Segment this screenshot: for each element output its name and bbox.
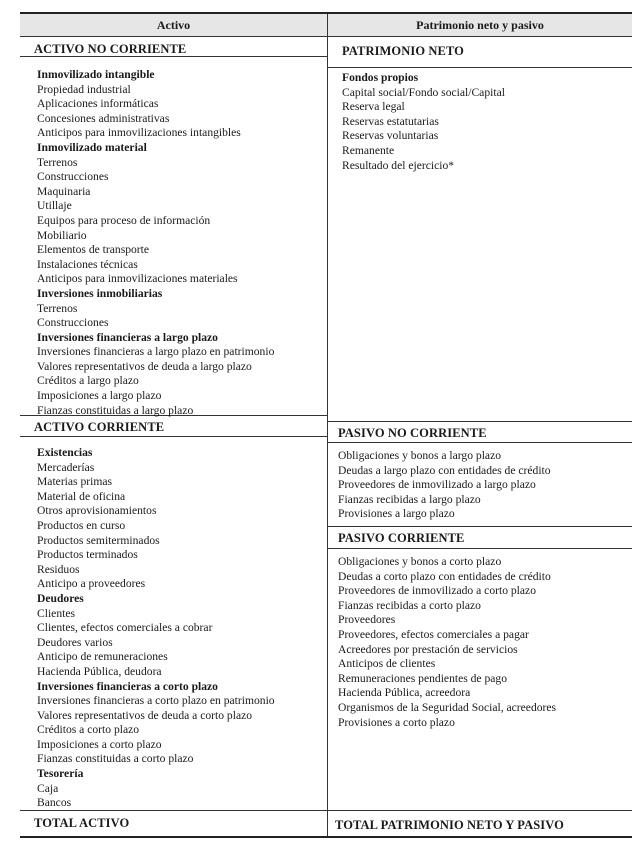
account-item: Anticipos para inmovilizaciones materiales: [37, 272, 238, 286]
account-item: Obligaciones y bonos a largo plazo: [338, 449, 502, 462]
account-item: Clientes, efectos comerciales a cobrar: [37, 621, 213, 635]
activo-corriente-list: [37, 446, 275, 811]
account-item: Construcciones: [37, 170, 109, 184]
account-item: Utillaje: [37, 199, 72, 213]
account-group-heading: Inversiones inmobiliarias: [37, 286, 163, 300]
account-item: Fianzas constituidas a largo plazo: [37, 403, 194, 417]
account-group-heading: Inmovilizado intangible: [37, 68, 155, 81]
account-item: Fianzas recibidas a largo plazo: [338, 492, 481, 506]
account-item: Anticipo de remuneraciones: [37, 650, 168, 664]
account-group-heading: Existencias: [37, 446, 93, 459]
pasivo-corriente-list: [338, 555, 556, 730]
rule-header: [20, 36, 632, 37]
account-item: Inversiones financieras a corto plazo en patrimonio: [37, 694, 275, 708]
account-group-heading: Fondos propios: [342, 71, 419, 84]
header-activo: [20, 14, 327, 36]
rule-left-ac: [20, 436, 327, 437]
account-item: Remanente: [342, 143, 395, 157]
account-item: Propiedad industrial: [37, 82, 131, 96]
account-item: Fianzas constituidas a corto plazo: [37, 752, 194, 766]
account-item: Obligaciones y bonos a corto plazo: [338, 555, 502, 568]
account-item: Deudas a largo plazo con entidades de crédito: [338, 463, 551, 477]
rule-right-pnc: [328, 442, 632, 443]
account-item: Proveedores: [338, 613, 396, 627]
account-item: Inversiones financieras a largo plazo en patrimonio: [37, 345, 275, 359]
section-patrimonio-neto: PATRIMONIO NETO: [342, 44, 464, 58]
account-item: Fianzas recibidas a corto plazo: [338, 598, 481, 612]
header-patrimonio-pasivo: [328, 14, 632, 36]
account-item: Provisiones a largo plazo: [338, 507, 455, 521]
account-item: Imposiciones a corto plazo: [37, 737, 162, 751]
activo-no-corriente-list: [37, 68, 274, 418]
account-item: Créditos a largo plazo: [37, 374, 139, 388]
account-item: Aplicaciones informáticas: [37, 97, 159, 111]
account-item: Proveedores de inmovilizado a largo plazo: [338, 478, 536, 492]
account-item: Concesiones administrativas: [37, 111, 170, 125]
section-activo-no-corriente: ACTIVO NO CORRIENTE: [34, 42, 187, 56]
account-item: Hacienda Pública, deudora: [37, 664, 162, 678]
rule-right-pc: [328, 548, 632, 549]
account-item: Resultado del ejercicio*: [342, 158, 455, 172]
account-item: Bancos: [37, 796, 72, 810]
account-item: Remuneraciones pendientes de pago: [338, 671, 508, 685]
account-item: Organismos de la Seguridad Social, acreedores: [338, 700, 557, 714]
account-item: Productos terminados: [37, 548, 138, 562]
account-item: Terrenos: [37, 301, 78, 315]
account-item: Deudores varios: [37, 635, 113, 649]
section-pasivo-no-corriente: PASIVO NO CORRIENTE: [338, 426, 487, 440]
account-item: Residuos: [37, 562, 80, 576]
account-item: Reservas voluntarias: [342, 129, 439, 143]
account-item: Deudas a corto plazo con entidades de crédito: [338, 569, 551, 583]
account-item: Hacienda Pública, acreedora: [338, 686, 471, 700]
rule-right-pnc-top: [328, 421, 632, 422]
account-item: Reservas estatutarias: [342, 114, 439, 128]
account-group-heading: Tesorería: [37, 767, 84, 781]
account-item: Anticipo a proveedores: [37, 577, 146, 591]
account-item: Clientes: [37, 606, 75, 620]
header-activo-label: Activo: [156, 17, 191, 32]
account-item: Otros aprovisionamientos: [37, 504, 157, 518]
total-activo: TOTAL ACTIVO: [34, 816, 130, 830]
patrimonio-neto-list: [342, 71, 505, 173]
account-group-heading: Inversiones financieras a corto plazo: [37, 679, 218, 693]
account-item: Productos semiterminados: [37, 533, 160, 547]
header-patrimonio-pasivo-label: Patrimonio neto y pasivo: [416, 17, 544, 32]
account-item: Terrenos: [37, 155, 78, 169]
pasivo-no-corriente-list: [338, 449, 551, 522]
account-item: Instalaciones técnicas: [37, 257, 138, 271]
account-item: Provisiones a corto plazo: [338, 715, 455, 729]
account-item: Materias primas: [37, 475, 113, 489]
account-item: Valores representativos de deuda a largo plazo: [37, 359, 252, 373]
account-item: Valores representativos de deuda a corto plazo: [37, 708, 253, 722]
column-divider: [327, 14, 328, 836]
account-item: Maquinaria: [37, 184, 91, 198]
account-item: Mobiliario: [37, 228, 87, 242]
account-item: Caja: [37, 781, 59, 795]
section-activo-corriente: ACTIVO CORRIENTE: [34, 420, 165, 434]
balance-sheet-table: [20, 12, 632, 838]
account-group-heading: Inversiones financieras a largo plazo: [37, 330, 218, 344]
account-item: Elementos de transporte: [37, 243, 150, 257]
rule-right-pc-top: [328, 526, 632, 527]
account-item: Mercaderías: [37, 460, 95, 474]
total-patrimonio-neto-y-pasivo: TOTAL PATRIMONIO NETO Y PASIVO: [335, 818, 564, 832]
account-item: Equipos para proceso de información: [37, 213, 211, 227]
account-item: Anticipos de clientes: [338, 657, 436, 671]
account-item: Anticipos para inmovilizaciones intangibles: [37, 126, 241, 140]
rule-right-pn: [328, 67, 632, 68]
account-item: Construcciones: [37, 316, 109, 330]
account-item: Acreedores por prestación de servicios: [338, 642, 518, 656]
account-item: Proveedores, efectos comerciales a pagar: [338, 627, 529, 641]
account-item: Reserva legal: [342, 100, 405, 114]
account-item: Imposiciones a largo plazo: [37, 389, 162, 403]
account-item: Productos en curso: [37, 518, 126, 532]
account-group-heading: Inmovilizado material: [37, 140, 147, 154]
account-item: Créditos a corto plazo: [37, 723, 140, 737]
account-item: Capital social/Fondo social/Capital: [342, 85, 505, 99]
account-group-heading: Deudores: [37, 591, 84, 605]
section-pasivo-corriente: PASIVO CORRIENTE: [338, 531, 465, 545]
account-item: Material de oficina: [37, 489, 126, 503]
account-item: Proveedores de inmovilizado a corto plazo: [338, 584, 536, 598]
